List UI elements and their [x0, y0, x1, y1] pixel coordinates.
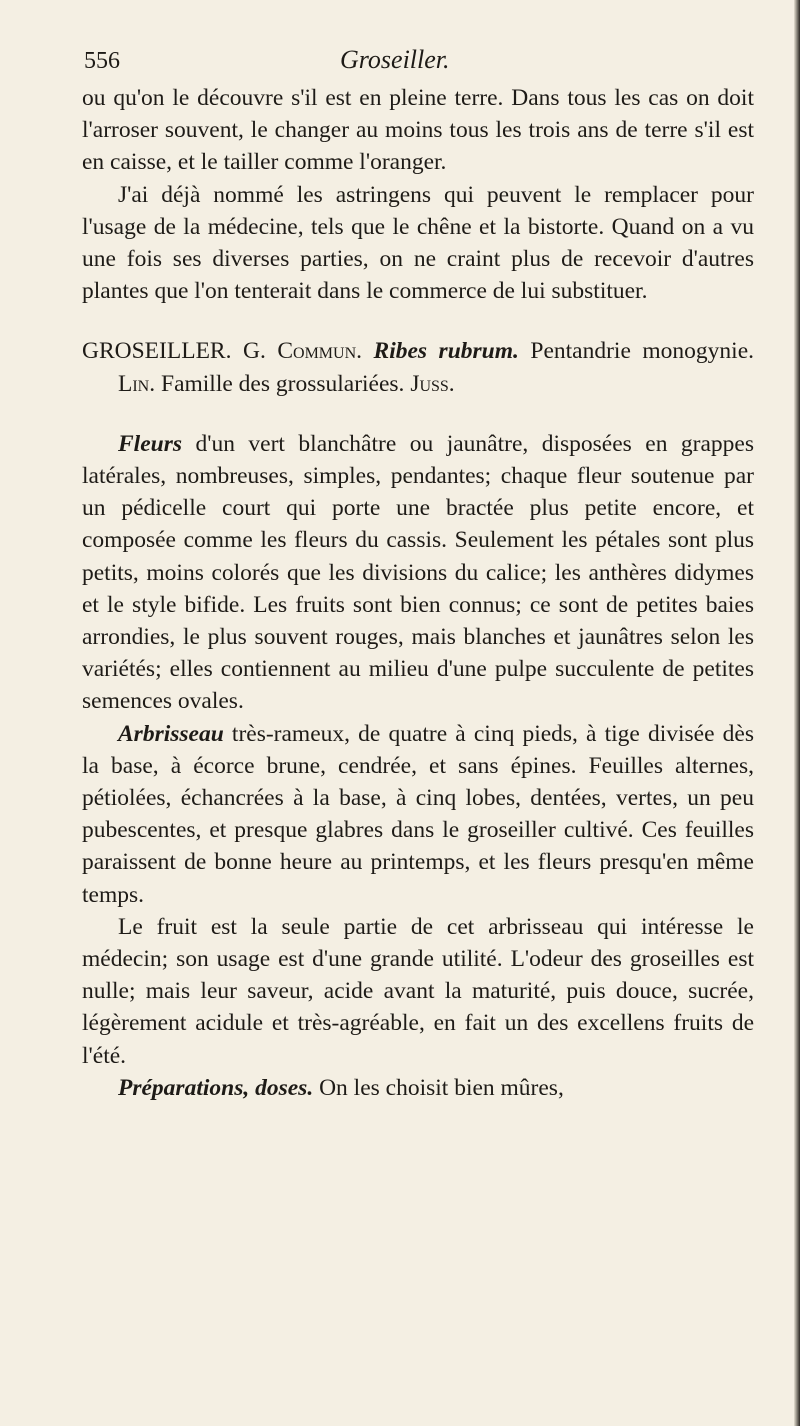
entry-classification: Pentandrie monogynie. [518, 338, 754, 365]
arbrisseau-label: Arbrisseau [118, 720, 224, 747]
paragraph-continuation: ou qu'on le découvre s'il est en pleine terre. Dans tous les cas on doit l'arroser souvent, le changer au moins tous les trois ans de terre s'il est en caisse, et le tailler comme l'oranger. [82, 85, 754, 176]
section-gap [82, 307, 754, 335]
entry-lin-abbrev: Lin. [118, 370, 156, 397]
preparations-text: On les choisit bien mûres, [313, 1074, 564, 1101]
section-gap [82, 400, 754, 428]
paragraph-arbrisseau [82, 718, 754, 911]
entry-headword: GROSEILLER. [82, 338, 232, 365]
paragraph-astringens: J'ai déjà nommé les astringens qui peuvent le remplacer pour l'usage de la médecine, tels que le chêne et la bistorte. Quand on a vu une fois ses diverses parties, on ne craint plus de recevoir d'autres plantes que l'on tenterait dans le commerce de lui substituer. [82, 181, 754, 305]
paragraph-preparations [82, 1072, 754, 1104]
fleurs-text: d'un vert blanchâtre ou jaunâtre, disposées en grappes latérales, nombreuses, simples, pendantes; chaque fleur soutenue par un pédicelle court qui porte une bractée plus petite encore, et composée comme les fleurs du cassis. Seulement les pétales sont plus petits, moins colorés que les divisions du calice; les anthères didymes et le style bifide. Les fruits sont bien connus; ce sont de petites baies arrondies, le plus souvent rouges, mais blanches et jaunâtres selon les variétés; elles contiennent au milieu d'une pulpe succulente de petites semences ovales. [82, 430, 754, 715]
preparations-label: Préparations, doses. [118, 1074, 314, 1101]
entry-juss-abbrev: Juss. [410, 370, 455, 397]
fleurs-label: Fleurs [118, 430, 182, 457]
arbrisseau-text: très-rameux, de quatre à cinq pieds, à tige divisée dès la base, à écorce brune, cendrée, et sans épines. Feuilles alternes, pétiolées, échancrées à la base, à cinq lobes, dentées, vertes, un peu pubescentes, et presque glabres dans le groseiller cultivé. Ces feuilles paraissent de bonne heure au printemps, et les fleurs presqu'en même temps. [82, 720, 754, 908]
page-body [82, 82, 754, 1104]
entry-common-name: Commun. [277, 338, 363, 365]
entry-latin-name: Ribes rubrum. [373, 338, 519, 365]
entry-g: G. [231, 338, 278, 365]
entry-heading [82, 335, 754, 399]
paragraph-fruit: Le fruit est la seule partie de cet arbrisseau qui intéresse le médecin; son usage est d'une grande utilité. L'odeur des groseilles est nulle; mais leur saveur, acide avant la maturité, puis douce, sucrée, légèrement acidule et très-agréable, en fait un des excellens fruits de l'été. [82, 913, 754, 1069]
page-number: 556 [84, 48, 120, 74]
running-title: Groseiller. [340, 45, 450, 74]
entry-family: Famille des grossulariées. [155, 370, 411, 397]
paragraph-fleurs [82, 428, 754, 718]
page-edge [794, 0, 800, 1426]
